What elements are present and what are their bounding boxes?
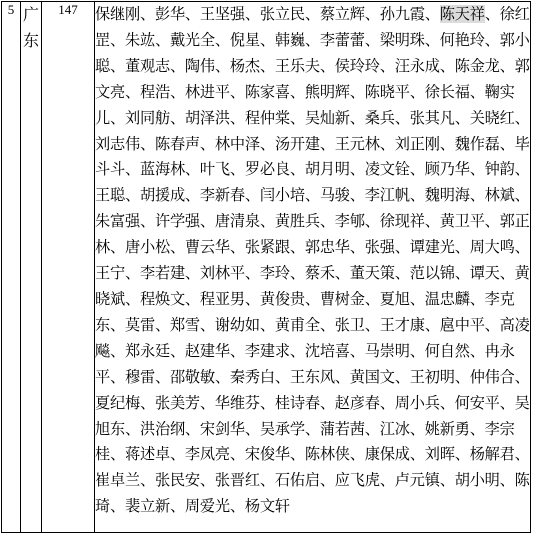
name-list-table — [1, 1, 531, 533]
table-row — [2, 2, 531, 533]
row-index-cell — [2, 2, 21, 533]
count-cell — [42, 2, 95, 533]
name-count: 147 — [58, 2, 78, 17]
province-char-1: 广 — [22, 5, 39, 24]
highlighted-name: 陈天祥 — [439, 5, 485, 23]
province-cell — [21, 2, 42, 533]
province-char-2: 东 — [22, 30, 39, 50]
names-cell — [95, 2, 531, 533]
row-index: 5 — [7, 2, 15, 17]
names-text-after: 、徐红罡、朱竑、戴光全、倪星、韩巍、李蕾蕾、梁明珠、何艳玲、郭小聪、董观志、陶伟、杨杰、王乐夫、侯玲玲、汪永成、陈金龙、郭文亮、程浩、林进平、陈家喜、熊明辉、陈晓平、徐长福、鞠实儿、刘同舫、胡泽洪、程仲棠、吴灿新、桑兵、张其凡、关晓红、刘志伟、陈春声、林中泽、汤开建、王元林、刘正刚、魏作磊、毕斗斗、蓝海林、叶飞、罗必良、胡月明、凌文铨、顾乃华、钟韵、王聪、胡援成、李新春、闫小培、马骏、李江帆、魏明海、林斌、朱富强、许学强、唐清泉、黄胜兵、李郇、徐现祥、黄卫平、郭正林、唐小松、曹云华、张紧跟、郭忠华、张强、谭建光、周大鸣、王宁、李若建、刘林平、李玲、蔡禾、董天策、范以锦、谭天、黄晓斌、程焕文、程亚男、黄俊贵、曹树金、夏旭、温忠麟、李克东、莫雷、郑雪、谢幼如、黄甫全、张卫、王才康、扈中平、高凌飚、郑永廷、赵建华、李建求、沈培喜、马崇明、何自然、冉永平、穆雷、邵敬敏、秦秀白、王东风、黄国文、王初明、仲伟合、夏纪梅、张美芳、华维芬、桂诗春、赵彦春、周小兵、何安平、吴旭东、洪治纲、宋剑华、吴承学、蒲若茜、江冰、姚新勇、李宗桂、蒋述卓、李凤亮、宋俊华、陈林侠、康保成、刘晖、杨解君、崔卓兰、张民安、张晋红、石佑启、应飞虎、卢元镇、胡小明、陈琦、裴立新、周爱光、杨文轩 — [95, 5, 530, 516]
names-text-before: 保继刚、彭华、王坚强、张立民、蔡立辉、孙九霞、 — [95, 5, 440, 23]
